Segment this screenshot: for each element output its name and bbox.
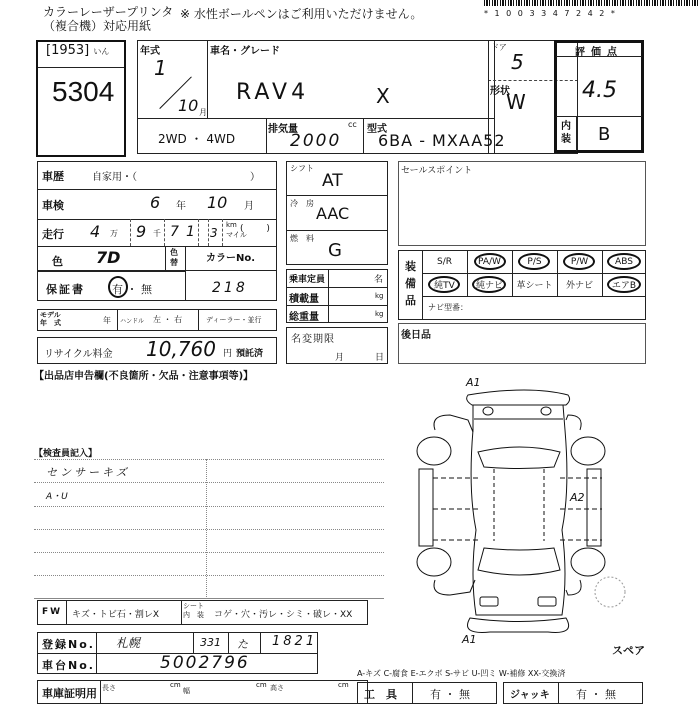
equip-sr-label: S/R	[437, 256, 452, 267]
spare-tire[interactable]	[595, 577, 625, 607]
divider	[266, 118, 267, 154]
divider	[260, 632, 261, 653]
displacement-value: 2000	[290, 131, 342, 151]
barcode	[484, 0, 700, 6]
divider	[328, 269, 329, 323]
color-no-value: 218	[212, 280, 248, 296]
divider	[100, 680, 101, 704]
dereg-label: 車庫証明用	[42, 687, 97, 700]
gross-label: 総重量	[289, 312, 319, 323]
equip-ext-navi-label: 外ナビ	[565, 281, 593, 291]
car-diagram	[390, 370, 630, 640]
pen-notice: ※ 水性ボールペンはご利用いただけません。	[180, 7, 423, 21]
height-label: 高さ	[270, 684, 284, 692]
divider	[556, 116, 642, 117]
mileage-label: 走行	[42, 228, 64, 241]
car-body[interactable]	[471, 405, 567, 615]
model-value: 6BA - MXAA52	[378, 131, 506, 150]
door-value: 5	[511, 50, 524, 74]
mileage-dividers	[130, 219, 131, 246]
dealer-options: ディーラー・並行	[206, 316, 262, 324]
equip-ext-navi[interactable]	[557, 273, 602, 296]
divider	[96, 632, 97, 674]
inspector-line	[34, 529, 384, 530]
mileage-sen-unit: 千	[153, 229, 161, 238]
recycle-label: リサイクル料金	[44, 349, 113, 360]
model-label: 型式	[367, 124, 387, 135]
lot-code	[46, 43, 109, 58]
rear-window[interactable]	[478, 447, 560, 469]
history-value: 自家用・（	[92, 172, 137, 183]
divider	[198, 219, 199, 246]
interior-label-2: 装	[561, 134, 571, 145]
capacity-unit: 名	[374, 275, 384, 285]
equip-pw-label: P/W	[570, 256, 589, 267]
mileage-sen: 9	[136, 222, 147, 241]
gross-unit: kg	[375, 310, 384, 318]
repaint-label-1: 色	[170, 248, 178, 257]
shift-value: AT	[322, 171, 343, 191]
height-cm: cm	[338, 681, 349, 689]
equip-ps-label: P/S	[527, 256, 542, 267]
handle-options: 左 ・ 右	[153, 315, 183, 324]
inspector-divider	[206, 459, 207, 599]
repaint-label-2: 替	[170, 258, 178, 267]
recycle-value: 10,760	[146, 337, 216, 361]
shift-label: シフト	[290, 164, 314, 173]
lot-code-number: [1953]	[46, 43, 90, 58]
windshield[interactable]	[478, 548, 560, 575]
inspector-line-1: センサーキズ	[46, 466, 130, 479]
barcode-text: * 1 0 0 3 3 4 7 2 4 2 *	[484, 9, 617, 18]
equip-leather-label: 革シート	[516, 281, 553, 291]
fuel-value: G	[328, 240, 342, 261]
mileage-man: 4	[90, 222, 101, 241]
fuel-label: 燃 料	[290, 234, 314, 243]
length-label: 長さ	[102, 684, 116, 692]
divider	[558, 682, 559, 704]
mileage-d1: 7	[170, 224, 179, 240]
equipment-label: 装備品	[405, 260, 416, 307]
divider	[576, 116, 577, 151]
inspector-line	[34, 552, 384, 553]
right-side[interactable]	[560, 415, 605, 595]
reg-region: 札幌	[116, 636, 141, 650]
divider	[66, 600, 67, 625]
name-change-month: 月	[335, 353, 345, 363]
sales-point-label: セールスポイント	[401, 166, 473, 176]
name-change-day: 日	[375, 353, 385, 363]
inspection-year: 6	[150, 193, 161, 212]
equip-sr[interactable]	[422, 250, 467, 273]
rear-bumper[interactable]	[467, 390, 570, 405]
inspector-line	[34, 506, 384, 507]
reg-label: 登録No.	[42, 638, 95, 651]
equip-leather[interactable]	[512, 273, 557, 296]
year-value: 1	[154, 56, 167, 80]
mileage-man-unit: 万	[110, 229, 118, 238]
color-no-box	[185, 246, 277, 301]
load-label: 積載量	[289, 294, 319, 305]
car-grade: X	[376, 84, 390, 108]
damage-mark-front: A1	[462, 633, 477, 646]
fw-label: FW	[42, 607, 63, 617]
equip-navi-circle	[472, 276, 506, 293]
equip-abs-label: ABS	[615, 256, 633, 267]
width-label: 幅	[183, 687, 190, 695]
load-unit: kg	[375, 292, 384, 300]
handle-label: ハンドル	[120, 318, 145, 325]
model-year-label-2: 年 式	[40, 319, 61, 327]
tools-label: 工 具	[364, 688, 397, 701]
equip-tv-label: 純TV	[434, 281, 455, 291]
mile-unit: マイル	[226, 231, 247, 239]
damage-mark-right: A2	[570, 491, 585, 504]
capacity-label: 乗車定員	[289, 275, 326, 285]
divider	[412, 682, 413, 704]
width-cm: cm	[256, 681, 267, 689]
later-items-label: 後日品	[401, 330, 431, 341]
printer-line-1: カラーレーザープリンタ	[43, 5, 174, 19]
mileage-d3: 3	[210, 226, 218, 240]
month-unit: 月	[199, 108, 207, 117]
score-label: 評価点	[575, 47, 623, 58]
divider	[286, 305, 388, 306]
equip-airbag-label: エアB	[611, 281, 637, 291]
inspection-month-unit: 月	[244, 201, 254, 212]
seat-label-2: 内 装	[183, 611, 204, 619]
inspector-line-2: A・U	[46, 492, 68, 502]
seat-options: コゲ・穴・汚レ・シミ・破レ・XX	[214, 610, 353, 620]
km-unit: km	[226, 221, 237, 229]
model-year-label-1: モデル	[40, 311, 61, 319]
inspector-line	[34, 575, 384, 576]
color-no-label: カラーNo.	[206, 253, 256, 264]
reg-kana: た	[237, 638, 248, 651]
damage-legend: A-キズ C-腐食 E-エクボ S-サビ U-凹ミ W-補修 XX-交換済	[357, 669, 566, 678]
mileage-paren: ( )	[240, 224, 270, 234]
car-name: RAV4	[236, 80, 310, 105]
chassis-value: 5002796	[160, 653, 250, 673]
drive-type: 2WD ・ 4WD	[158, 132, 236, 146]
inspection-month: 10	[207, 193, 228, 212]
year-label: 年式	[140, 46, 160, 57]
divider	[222, 219, 223, 246]
ac-value: AAC	[316, 204, 350, 223]
equip-tv-circle	[428, 276, 460, 293]
warranty-no[interactable]: 無	[141, 283, 152, 296]
inspector-bottom	[34, 598, 384, 599]
interior-label	[561, 120, 571, 146]
seat-label	[183, 602, 204, 620]
name-change-label: 名変期限	[291, 334, 335, 345]
fw-options: キズ・トビ石・割レX	[72, 610, 159, 620]
shape-label: 形状	[490, 86, 510, 97]
equip-airbag-circle	[607, 276, 641, 293]
navi-model-label: ナビ型番：	[428, 303, 468, 312]
equip-paw-circle	[474, 253, 506, 270]
divider	[207, 40, 208, 118]
divider	[137, 118, 495, 119]
car-name-label: 車名・グレード	[210, 46, 280, 57]
recycle-status: 預託済	[236, 349, 264, 359]
interior-value: B	[598, 124, 611, 145]
equip-pw-circle	[563, 253, 595, 270]
mileage-d2: 1	[186, 224, 195, 240]
divider	[286, 287, 388, 288]
displacement-label: 排気量	[268, 124, 298, 135]
door-label: ドア	[491, 43, 507, 52]
equip-navi-label: 純ナビ	[475, 281, 503, 291]
model-year-unit: 年	[103, 316, 111, 325]
history-close: ）	[250, 172, 260, 183]
equip-abs-circle	[607, 253, 641, 270]
interior-label-1: 内	[561, 121, 571, 132]
lot-code-suffix: いん	[93, 47, 110, 56]
divider	[117, 309, 118, 331]
divider	[193, 632, 194, 653]
displacement-unit: cc	[348, 120, 357, 129]
jack-label: ジャッキ	[510, 690, 550, 701]
repaint-label	[170, 248, 178, 268]
ac-label: 冷 房	[290, 199, 314, 208]
inspector-line	[34, 482, 384, 483]
damage-mark-rear: A1	[466, 376, 481, 389]
warranty-yes-circle	[108, 276, 128, 298]
divider	[363, 118, 364, 154]
divider	[286, 195, 388, 196]
spare-label: スペア	[612, 644, 645, 657]
divider	[228, 632, 229, 653]
warranty-sep: ・	[126, 283, 138, 296]
divider	[198, 309, 199, 331]
warranty-label: 保証書	[46, 283, 85, 296]
divider	[208, 219, 209, 246]
inspection-year-unit: 年	[176, 201, 186, 212]
inspection-label: 車検	[42, 199, 64, 212]
length-cm: cm	[170, 681, 181, 689]
model-year-label	[40, 311, 61, 327]
shape-value: W	[506, 90, 526, 114]
recycle-unit: 円	[223, 349, 233, 359]
color-value: 7D	[96, 248, 121, 267]
seller-notes-label: 【出品店申告欄(不良箇所・欠品・注意事項等)】	[34, 371, 254, 382]
equip-paw-label: PA/W	[478, 256, 501, 267]
reg-number: 1821	[272, 634, 318, 649]
lot-divider	[38, 67, 124, 68]
jack-options[interactable]: 有 ・ 無	[576, 688, 616, 701]
equip-ps-circle	[518, 253, 550, 270]
inspector-label: 【検査員記入】	[34, 449, 98, 459]
divider	[286, 230, 388, 231]
seat-label-1: シート	[183, 602, 204, 610]
history-label: 車歴	[42, 170, 64, 183]
reg-class: 331	[200, 636, 221, 649]
left-side[interactable]	[417, 415, 478, 595]
divider	[422, 296, 646, 297]
score-value: 4.5	[582, 78, 617, 103]
printer-note	[43, 5, 173, 33]
warranty-yes[interactable]: 有	[112, 283, 123, 296]
roof[interactable]	[494, 469, 544, 541]
month-value: 10	[178, 96, 199, 115]
divider	[164, 219, 165, 246]
printer-line-2: （複合機）対応用紙	[43, 19, 152, 33]
later-items-box	[398, 323, 646, 364]
color-label: 色	[52, 255, 63, 268]
chassis-label: 車台No.	[42, 659, 95, 672]
inspector-line	[34, 459, 384, 460]
divider	[181, 600, 182, 625]
divider	[37, 189, 277, 190]
lot-number: 5304	[52, 76, 115, 107]
divider	[165, 246, 166, 271]
tools-options[interactable]: 有 ・ 無	[430, 688, 470, 701]
